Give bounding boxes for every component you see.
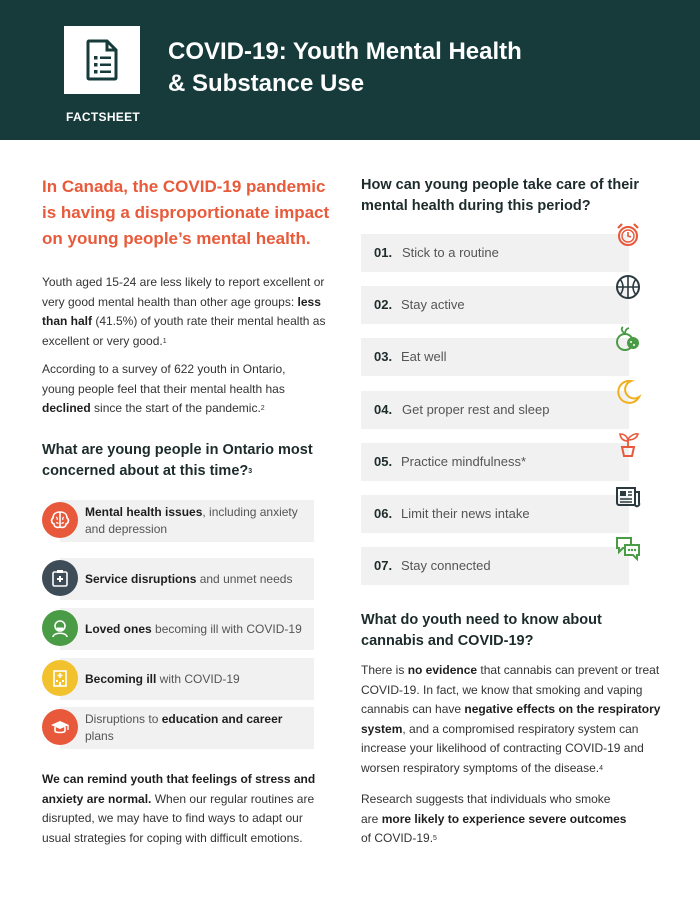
cannabis-paragraph: There is no evidence that cannabis can prevent or treat COVID-19. In fact, we know that smoking and vaping cannabis can have negative effects on the respiratory system, and a compromised respiratory system can increase your likelihood of contracting COVID-19 and worsen respiratory symptoms of the disease.$^4$	[361, 663, 661, 775]
medical-clipboard-icon	[42, 560, 78, 596]
logo-box	[64, 26, 140, 94]
header-banner	[0, 0, 700, 140]
tip-item: 07. Stay connected	[361, 547, 629, 585]
brain-icon	[42, 502, 78, 538]
concerns-heading: What are young people in Ontario most concerned about at this time?$^3$	[42, 442, 313, 479]
page-title-line-2: & Substance Use	[168, 70, 365, 97]
tip-item: 01. Stick to a routine	[361, 234, 629, 272]
graduation-cap-icon	[42, 709, 78, 745]
concern-item: Mental health issues, including anxiety and depression	[42, 498, 314, 544]
concern-item: Becoming ill with COVID-19	[42, 656, 314, 702]
research-paragraph: Research suggests that individuals who smoke are more likely to experience severe outcomes of COVID-19.$^5$	[361, 792, 627, 845]
page-title	[168, 36, 628, 100]
coping-paragraph: We can remind youth that feelings of stress and anxiety are normal. When our regular routines are disrupted, we may have to find ways to adapt our usual strategies for coping with difficult emotions.	[42, 772, 316, 845]
tip-item: 03. Eat well	[361, 338, 629, 376]
basketball-icon	[613, 272, 643, 302]
hospital-icon	[42, 660, 78, 696]
tip-item: 04. Get proper rest and sleep	[361, 391, 629, 429]
newspaper-icon	[613, 481, 643, 511]
potted-plant-icon	[613, 429, 643, 459]
alarm-clock-icon	[613, 220, 643, 250]
concern-item: Service disruptions and unmet needs	[42, 556, 314, 602]
lede-heading: In Canada, the COVID-19 pandemic is having a disproportionate impact on young people’s mental health.	[42, 177, 330, 248]
concern-item: Loved ones becoming ill with COVID-19	[42, 606, 314, 652]
page-title-line-1: COVID-19: Youth Mental Health	[168, 38, 522, 65]
chat-bubbles-icon	[613, 533, 643, 563]
survey-paragraph: According to a survey of 622 youth in Ontario, young people feel that their mental health has declined since the start of the pandemic.$^2$	[42, 362, 286, 415]
document-list-icon	[85, 39, 119, 81]
tip-item: 06. Limit their news intake	[361, 495, 629, 533]
cannabis-heading: What do youth need to know about cannabis and COVID-19?	[361, 612, 602, 649]
moon-icon	[613, 377, 643, 407]
tips-heading: How can young people take care of their mental health during this period?	[361, 177, 639, 214]
masked-person-icon	[42, 610, 78, 646]
factsheet-label: FACTSHEET	[66, 110, 141, 124]
tip-item: 05. Practice mindfulness*	[361, 443, 629, 481]
intro-paragraph: Youth aged 15-24 are less likely to report excellent or very good mental health than other age groups: less than half (41.5%) of youth rate their mental health as excellent or very good.$^1$	[42, 275, 326, 348]
tip-item: 02. Stay active	[361, 286, 629, 324]
fruit-icon	[613, 324, 643, 354]
concern-item: Disruptions to education and career plans	[42, 705, 314, 751]
